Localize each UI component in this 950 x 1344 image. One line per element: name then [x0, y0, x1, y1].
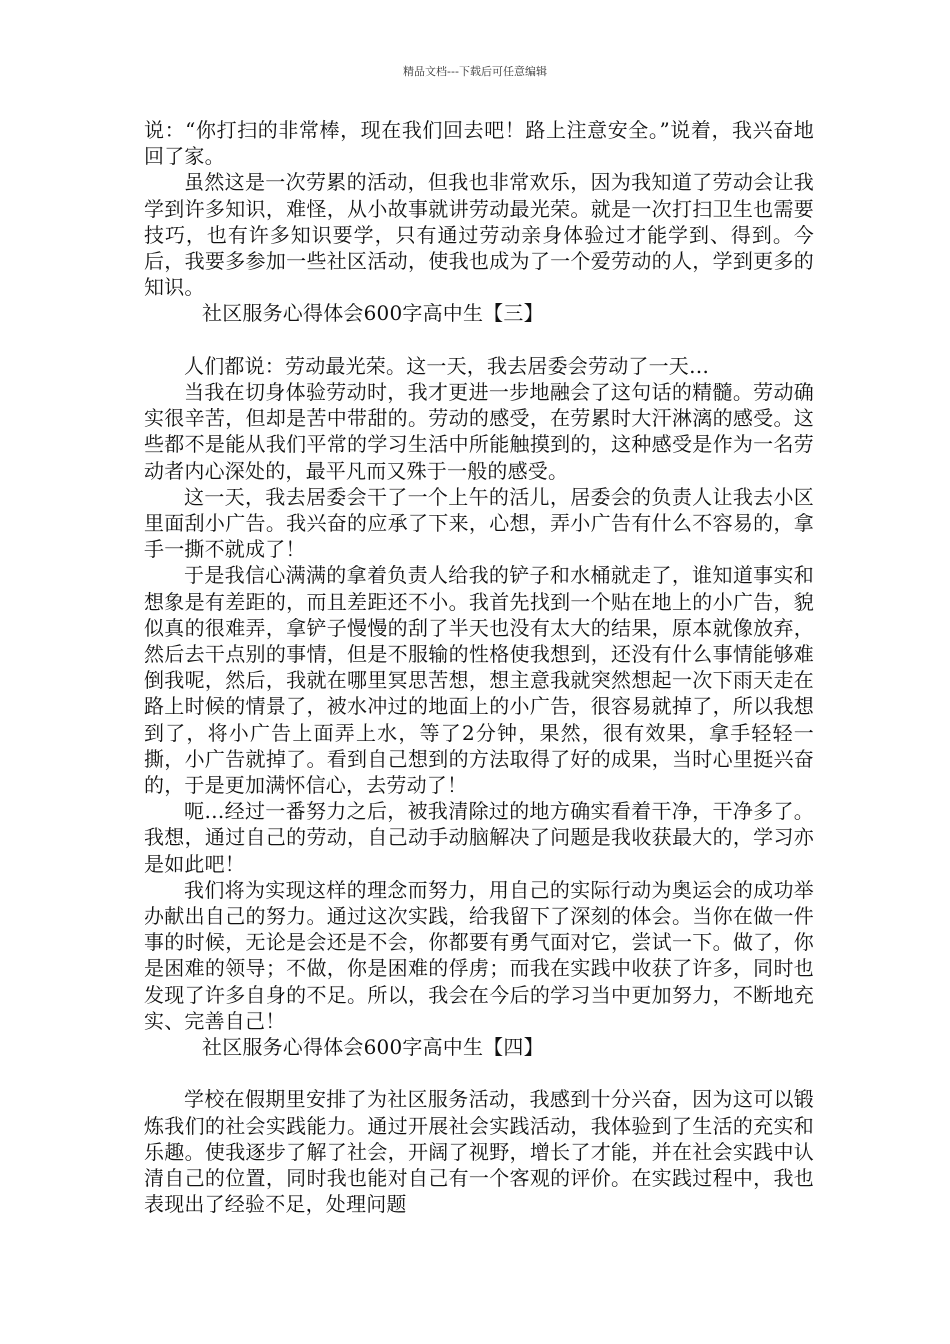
- paragraph: 这一天，我去居委会干了一个上午的活儿，居委会的负责人让我去小区里面刮小广告。我兴奋的应承了下来，心想，弄小广告有什么不容易的，拿手一撕不就成了！: [144, 484, 814, 562]
- section-heading-three: 社区服务心得体会600字高中生【三】: [202, 301, 544, 326]
- document-body: [144, 117, 814, 1218]
- paragraph: 人们都说：劳动最光荣。这一天，我去居委会劳动了一天…: [184, 353, 710, 378]
- blank-line: [144, 327, 814, 353]
- paragraph: 虽然这是一次劳累的活动，但我也非常欢乐，因为我知道了劳动会让我学到许多知识，难怪，从小故事就讲劳动最光荣。就是一次打扫卫生也需要技巧，也有许多知识要学，只有通过劳动亲身体验过才能学到、得到。今后，我要多参加一些社区活动，使我也成为了一个爱劳动的人，学到更多的知识。: [144, 170, 814, 300]
- paragraph: 于是我信心满满的拿着负责人给我的铲子和水桶就走了，谁知道事实和想象是有差距的，而且差距还不小。我首先找到一个贴在地上的小广告，貌似真的很难弄，拿铲子慢慢的刮了半天也没有太大的结果，原本就像放弃，然后去干点别的事情，但是不服输的性格使我想到，还没有什么事情能够难倒我呢，然后，我就在哪里冥思苦想，想主意我就突然想起一次下雨天走在路上时候的情景了，被水冲过的地面上的小广告，很容易就掉了，所以我想到了，将小广告上面弄上水，等了2分钟，果然，很有效果，拿手轻轻一撕，小广告就掉了。看到自己想到的方法取得了好的成果，当时心里挺兴奋的，于是更加满怀信心，去劳动了！: [144, 563, 814, 798]
- header-note: 精品文档---下载后可任意编辑: [403, 65, 547, 78]
- paragraph-continuation: 说：“你打扫的非常棒，现在我们回去吧！路上注意安全。”说着，我兴奋地回了家。: [144, 118, 814, 169]
- paragraph: 学校在假期里安排了为社区服务活动，我感到十分兴奋，因为这可以锻炼我们的社会实践能力。通过开展社会实践活动，我体验到了生活的充实和乐趣。使我逐步了解了社会，开阔了视野，增长了才能，并在社会实践中认清自己的位置，同时我也能对自己有一个客观的评价。在实践过程中，我也表现出了经验不足，处理问题: [144, 1087, 814, 1217]
- paragraph: 当我在切身体验劳动时，我才更进一步地融会了这句话的精髓。劳动确实很辛苦，但却是苦中带甜的。劳动的感受，在劳累时大汗淋漓的感受。这些都不是能从我们平常的学习生活中所能触摸到的，这种感受是作为一名劳动者内心深处的，最平凡而又殊于一般的感受。: [144, 380, 814, 483]
- blank-line: [144, 1060, 814, 1086]
- paragraph: 我们将为实现这样的理念而努力，用自己的实际行动为奥运会的成功举办献出自己的努力。通过这次实践，给我留下了深刻的体会。当你在做一件事的时候，无论是会还是不会，你都要有勇气面对它，尝试一下。做了，你是困难的领导；不做，你是困难的俘虏；而我在实践中收获了许多，同时也发现了许多自身的不足。所以，我会在今后的学习当中更加努力，不断地充实、完善自己！: [144, 877, 814, 1033]
- section-heading-four: 社区服务心得体会600字高中生【四】: [202, 1035, 544, 1060]
- paragraph: 呃…经过一番努力之后，被我清除过的地方确实看着干净，干净多了。我想，通过自己的劳动，自己动手动脑解决了问题是我收获最大的，学习亦是如此吧！: [144, 799, 814, 876]
